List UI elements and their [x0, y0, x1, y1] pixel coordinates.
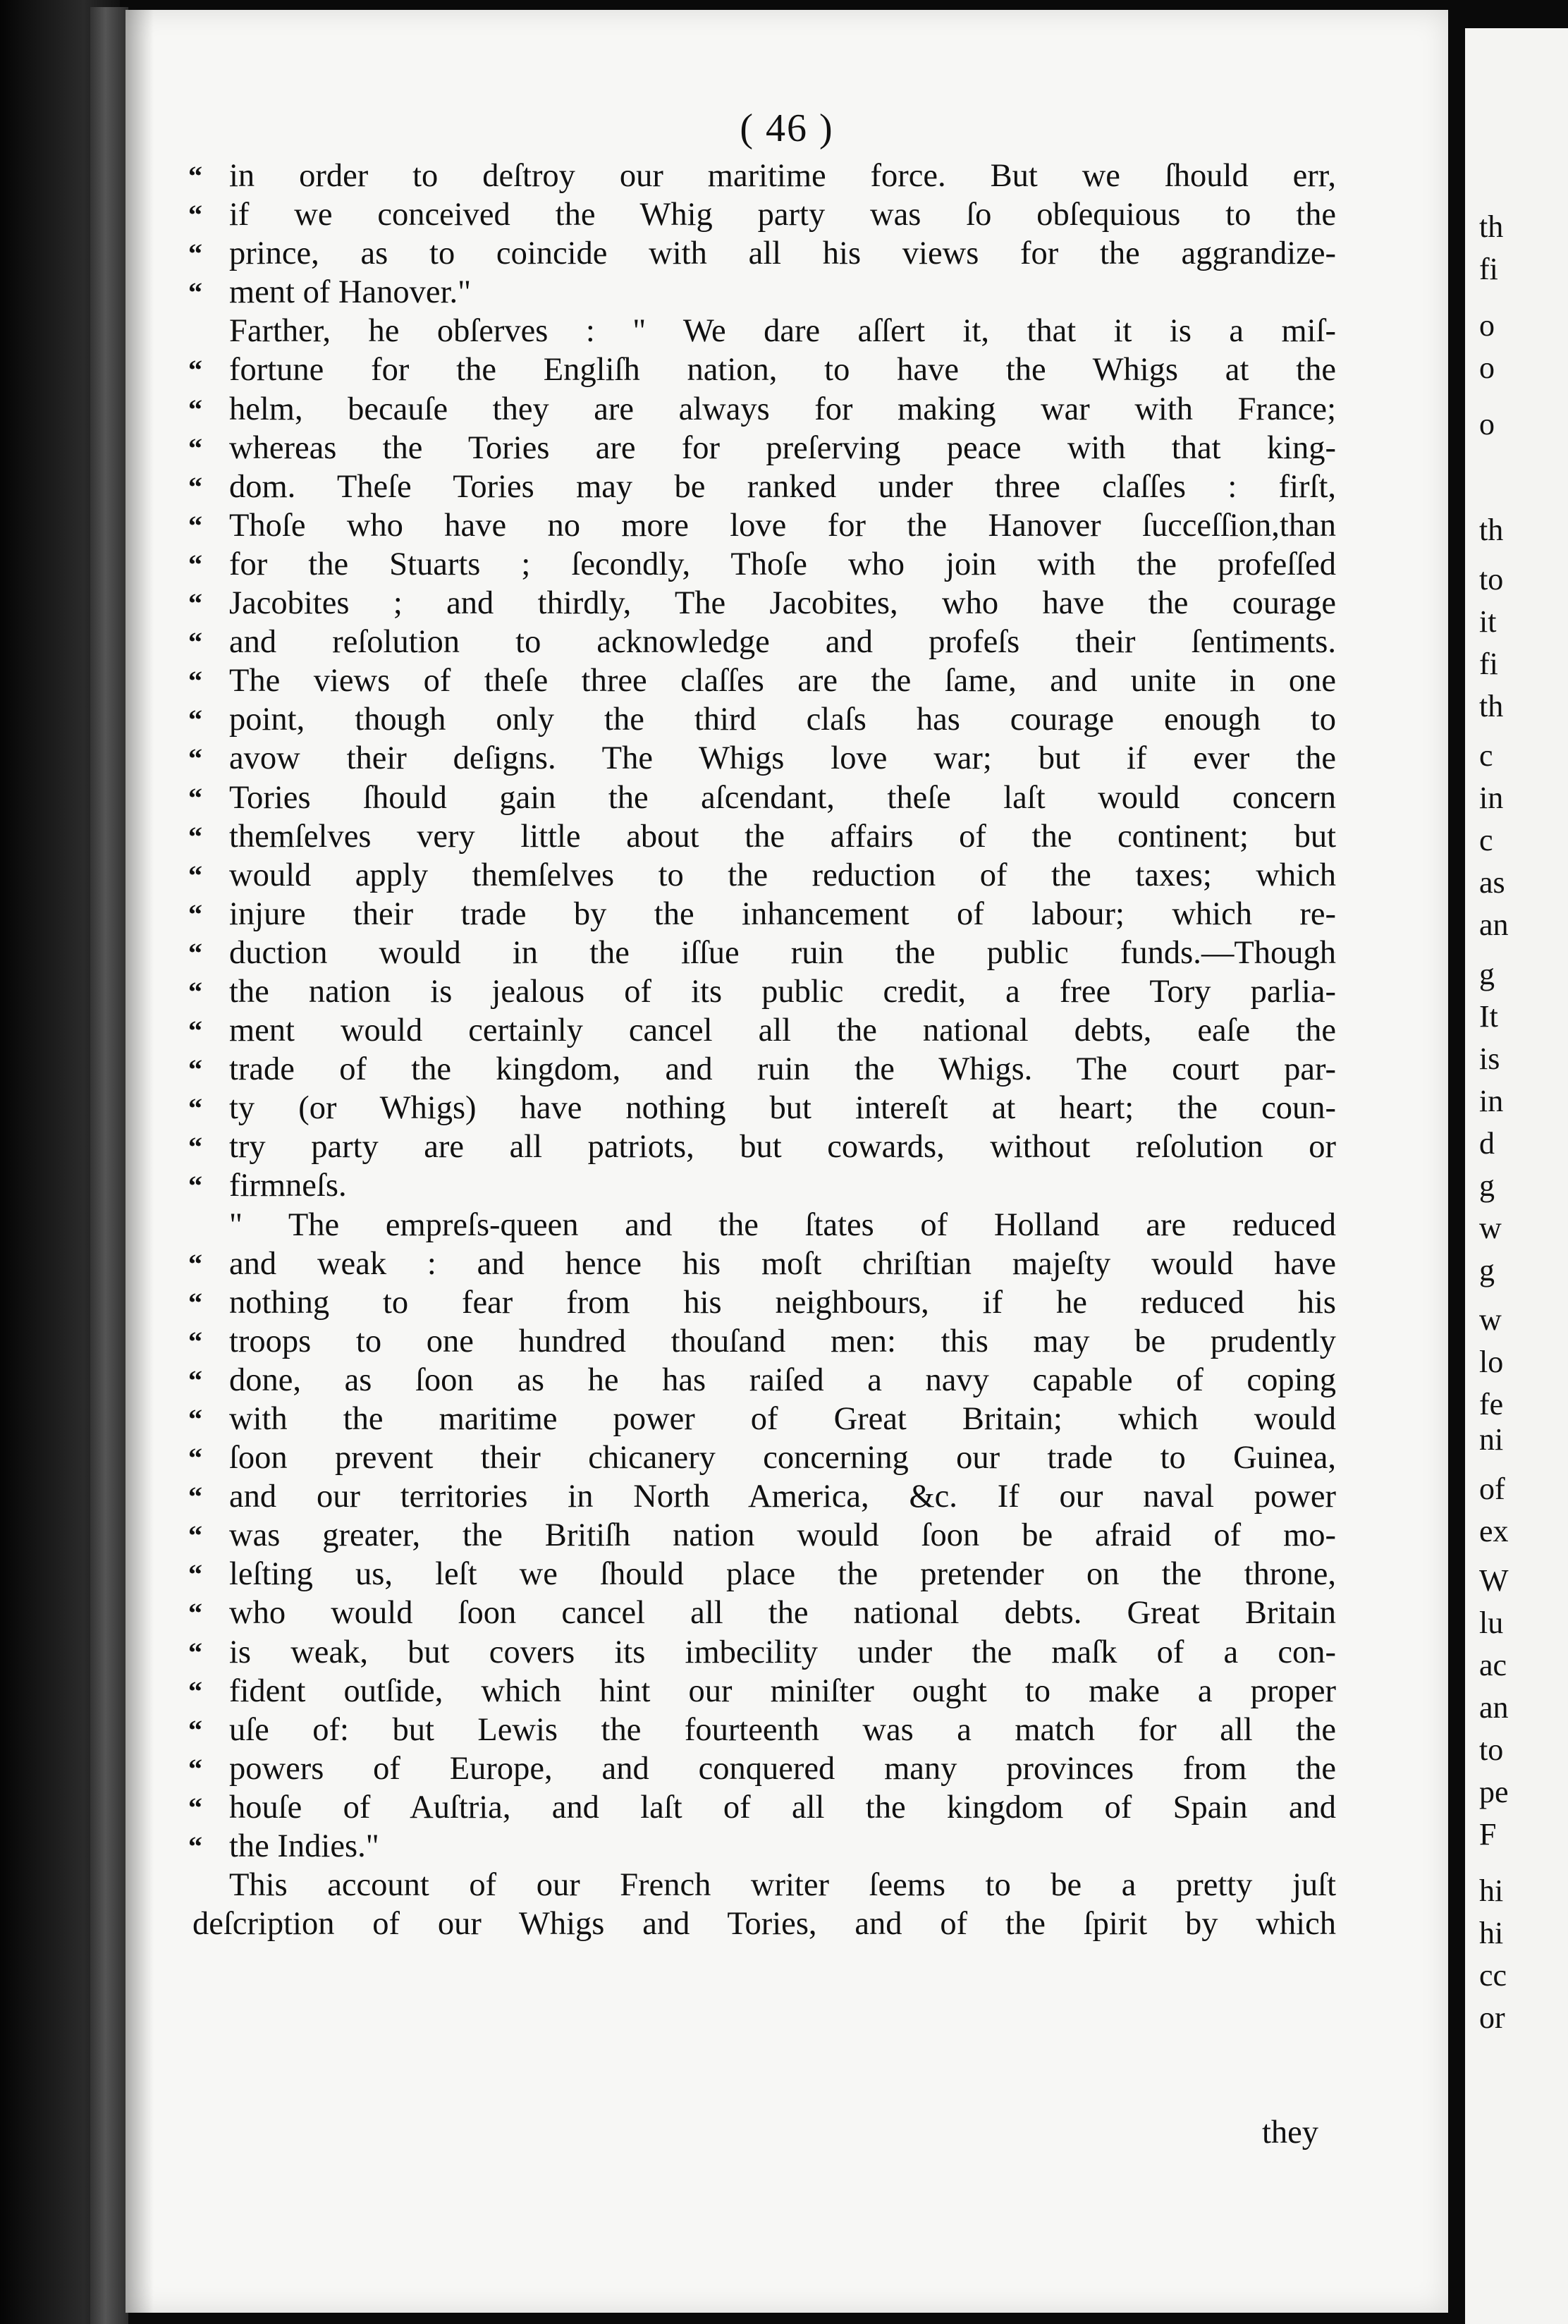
text-line — [188, 545, 1336, 584]
line-text: point, though only the third claſs has courage enough to — [229, 702, 1336, 738]
line-text: This account of our French writer ſeems to be a pretty juſt — [229, 1867, 1336, 1904]
text-line — [188, 1244, 1336, 1283]
facing-page-fragment: g — [1479, 1253, 1495, 1288]
quote-mark: “ — [188, 1636, 202, 1668]
text-line — [229, 312, 1336, 350]
text-line — [188, 1477, 1336, 1516]
line-text: and our territories in North America, &c. If our naval power — [229, 1479, 1336, 1515]
text-line — [188, 584, 1336, 623]
line-text: the nation is jealous of its public credit, a free Tory parlia- — [229, 973, 1336, 1010]
facing-page-fragment: pe — [1479, 1775, 1509, 1809]
quote-mark: “ — [188, 936, 202, 969]
text-line — [229, 1866, 1336, 1904]
text-line — [188, 350, 1336, 389]
quote-mark: “ — [188, 626, 202, 659]
line-text: Thoſe who have no more love for the Hanover ſucceſſion,than — [229, 507, 1336, 544]
line-text: prince, as to coincide with all his views for the aggrandize- — [229, 236, 1336, 272]
text-line — [188, 739, 1336, 778]
text-line — [188, 700, 1336, 739]
text-line — [188, 895, 1336, 934]
text-line — [188, 817, 1336, 856]
facing-page-fragment: w — [1479, 1302, 1502, 1337]
line-text: the Indies." — [229, 1828, 379, 1865]
facing-page-fragment: o — [1479, 308, 1495, 343]
text-line — [188, 934, 1336, 972]
quote-mark: “ — [188, 1442, 202, 1474]
line-text: ment of Hanover." — [229, 274, 472, 311]
line-text: fident outſide, which hint our miniſter ought to make a proper — [229, 1672, 1336, 1709]
page-gutter — [1448, 0, 1465, 2324]
line-text: firmneſs. — [229, 1168, 347, 1204]
quote-mark: “ — [188, 1675, 202, 1707]
facing-page-fragment: g — [1479, 1168, 1495, 1203]
text-line — [188, 1166, 1336, 1205]
text-line — [229, 1206, 1336, 1244]
facing-page-fragment: g — [1479, 957, 1495, 991]
quote-mark: “ — [188, 820, 202, 852]
line-text: who would ſoon cancel all the national debts. Great Britain — [229, 1595, 1336, 1632]
text-line — [188, 1127, 1336, 1166]
quote-mark: “ — [188, 509, 202, 542]
quote-mark: “ — [188, 1170, 202, 1202]
text-line — [188, 273, 1336, 312]
facing-page-fragment: as — [1479, 865, 1505, 900]
quote-mark: “ — [188, 1752, 202, 1785]
quote-mark: “ — [188, 1830, 202, 1863]
quote-mark: “ — [188, 1597, 202, 1629]
text-line — [188, 1011, 1336, 1050]
text-line — [188, 1050, 1336, 1089]
quote-mark: “ — [188, 1325, 202, 1357]
facing-page-fragment: th — [1479, 209, 1504, 244]
quote-mark: “ — [188, 548, 202, 580]
quote-mark: “ — [188, 975, 202, 1008]
facing-page-fragment: o — [1479, 350, 1495, 385]
line-text: fortune for the Engliſh nation, to have the Whigs at the — [229, 352, 1336, 389]
line-text: whereas the Tories are for preſerving peace with that king- — [229, 429, 1336, 466]
text-line — [188, 1400, 1336, 1438]
line-text: would apply themſelves to the reduction of the taxes; which — [229, 857, 1336, 893]
quote-mark: “ — [188, 1092, 202, 1125]
facing-page-fragment: It — [1479, 999, 1498, 1034]
line-text: helm, becauſe they are always for making war with France; — [229, 391, 1336, 427]
text-line — [188, 778, 1336, 817]
facing-page-fragment: hi — [1479, 1916, 1504, 1950]
facing-page-fragment: in — [1479, 781, 1504, 815]
text-line — [188, 1283, 1336, 1322]
quote-mark: “ — [188, 199, 202, 231]
quote-mark: “ — [188, 1403, 202, 1435]
text-line — [188, 1594, 1336, 1632]
text-line — [188, 506, 1336, 545]
text-line — [188, 1089, 1336, 1127]
line-text: houſe of Auſtria, and laſt of all the kingdom of Spain and — [229, 1789, 1336, 1825]
line-text: deſcription of our Whigs and Tories, and of the ſpirit by which — [192, 1906, 1336, 1943]
quote-mark: “ — [188, 1791, 202, 1823]
facing-page-fragment: of — [1479, 1472, 1505, 1506]
text-line — [188, 1749, 1336, 1788]
facing-page-fragment: o — [1479, 407, 1495, 441]
line-text: themſelves very little about the affairs of the continent; but — [229, 818, 1336, 855]
facing-page-fragment: an — [1479, 907, 1509, 942]
quote-mark: “ — [188, 470, 202, 503]
text-line — [188, 1633, 1336, 1672]
line-text: trade of the kingdom, and ruin the Whigs. The court par- — [229, 1051, 1336, 1088]
text-line — [188, 1711, 1336, 1749]
quote-mark: “ — [188, 704, 202, 736]
facing-page-fragment: c — [1479, 738, 1493, 773]
line-text: is weak, but covers its imbecility under the maſk of a con- — [229, 1634, 1336, 1670]
quote-mark: “ — [188, 587, 202, 620]
facing-page-fragment: c — [1479, 823, 1493, 857]
text-line — [188, 1361, 1336, 1400]
catchword: they — [1262, 2115, 1319, 2151]
text-line — [188, 390, 1336, 429]
text-line — [188, 1438, 1336, 1477]
line-text: Jacobites ; and thirdly, The Jacobites, who have the courage — [229, 585, 1336, 622]
line-text: done, as ſoon as he has raiſed a navy capable of coping — [229, 1362, 1336, 1398]
quote-mark: “ — [188, 742, 202, 775]
quote-mark: “ — [188, 1481, 202, 1513]
text-line — [188, 1516, 1336, 1555]
facing-page-fragment: cc — [1479, 1958, 1507, 1993]
facing-page-fragment: fe — [1479, 1387, 1504, 1421]
text-line — [188, 467, 1336, 506]
text-line — [188, 195, 1336, 234]
quote-mark: “ — [188, 354, 202, 386]
text-line — [188, 661, 1336, 700]
quote-mark: “ — [188, 238, 202, 270]
quote-mark: “ — [188, 1713, 202, 1746]
quote-mark: “ — [188, 665, 202, 697]
text-line — [188, 1322, 1336, 1361]
line-text: with the maritime power of Great Britain; which would — [229, 1401, 1336, 1437]
text-line — [188, 972, 1336, 1011]
facing-page-fragment: ac — [1479, 1648, 1507, 1682]
page-stack-edge — [90, 7, 128, 2324]
facing-page-fragment: w — [1479, 1211, 1502, 1245]
quote-mark: “ — [188, 859, 202, 891]
line-text: troops to one hundred thouſand men: this may be prudently — [229, 1323, 1336, 1359]
line-text: " The empreſs-queen and the ſtates of Holland are reduced — [229, 1206, 1336, 1243]
line-text: Tories ſhould gain the aſcendant, theſe laſt would concern — [229, 779, 1336, 816]
page-number: ( 46 ) — [740, 106, 834, 150]
line-text: in order to deſtroy our maritime force. But we ſhould err, — [229, 158, 1336, 194]
line-text: was greater, the Britiſh nation would ſoon be afraid of mo- — [229, 1517, 1336, 1554]
facing-page-fragment: to — [1479, 1732, 1504, 1767]
text-line — [188, 234, 1336, 273]
line-text: injure their trade by the inhancement of labour; which re- — [229, 895, 1336, 932]
quote-mark: “ — [188, 1247, 202, 1280]
facing-page-fragment: fi — [1479, 647, 1498, 681]
facing-page-edge — [1465, 28, 1568, 2324]
text-line — [188, 1672, 1336, 1711]
quote-mark: “ — [188, 781, 202, 814]
line-text: Farther, he obſerves : " We dare aſſert it, that it is a miſ- — [229, 313, 1336, 350]
facing-page-fragment: lo — [1479, 1345, 1504, 1379]
line-text: powers of Europe, and conquered many provinces from the — [229, 1750, 1336, 1787]
quote-mark: “ — [188, 1015, 202, 1047]
line-text: ment would certainly cancel all the national debts, eaſe the — [229, 1013, 1336, 1049]
facing-page-fragment: th — [1479, 513, 1504, 547]
facing-page-fragment: d — [1479, 1126, 1495, 1161]
quote-mark: “ — [188, 160, 202, 192]
line-text: if we conceived the Whig party was ſo obſequious to the — [229, 197, 1336, 233]
quote-mark: “ — [188, 1131, 202, 1163]
line-text: The views of theſe three claſſes are the ſame, and unite in one — [229, 663, 1336, 699]
body-text — [188, 157, 1336, 1943]
quote-mark: “ — [188, 1286, 202, 1319]
line-text: and reſolution to acknowledge and profeſs their ſentiments. — [229, 624, 1336, 661]
quote-mark: “ — [188, 1364, 202, 1396]
facing-page-fragment: an — [1479, 1690, 1509, 1725]
text-line — [188, 157, 1336, 195]
facing-page-fragment: is — [1479, 1041, 1500, 1076]
quote-mark: “ — [188, 1558, 202, 1591]
text-line — [188, 1827, 1336, 1866]
line-text: duction would in the iſſue ruin the public funds.—Though — [229, 934, 1336, 971]
line-text: ſoon prevent their chicanery concerning our trade to Guinea, — [229, 1440, 1336, 1476]
text-line — [188, 1555, 1336, 1594]
facing-page-fragment: lu — [1479, 1606, 1504, 1640]
text-line — [188, 623, 1336, 661]
quote-mark: “ — [188, 393, 202, 425]
facing-page-fragment: hi — [1479, 1873, 1504, 1908]
facing-page-fragment: ni — [1479, 1422, 1504, 1457]
quote-mark: “ — [188, 432, 202, 464]
facing-page-fragment: F — [1479, 1817, 1497, 1852]
text-line — [188, 856, 1336, 895]
line-text: ty (or Whigs) have nothing but intereſt at heart; the coun- — [229, 1090, 1336, 1127]
quote-mark: “ — [188, 898, 202, 930]
facing-page-fragment: W — [1479, 1563, 1509, 1598]
quote-mark: “ — [188, 1519, 202, 1552]
facing-page-fragment: fi — [1479, 252, 1498, 286]
line-text: for the Stuarts ; ſecondly, Thoſe who join with the profeſſed — [229, 546, 1336, 582]
text-line — [188, 1788, 1336, 1827]
text-line — [188, 429, 1336, 467]
quote-mark: “ — [188, 1053, 202, 1086]
text-line — [192, 1904, 1336, 1943]
quote-mark: “ — [188, 276, 202, 309]
facing-page-fragment: th — [1479, 689, 1504, 723]
line-text: and weak : and hence his moſt chriſtian majeſty would have — [229, 1245, 1336, 1282]
facing-page-fragment: or — [1479, 2000, 1505, 2035]
facing-page-fragment: it — [1479, 604, 1497, 639]
facing-page-fragment: in — [1479, 1084, 1504, 1118]
line-text: avow their deſigns. The Whigs love war; but if ever the — [229, 740, 1336, 777]
line-text: try party are all patriots, but cowards, without reſolution or — [229, 1129, 1336, 1166]
line-text: nothing to fear from his neighbours, if he reduced his — [229, 1284, 1336, 1321]
facing-page-fragment: ex — [1479, 1514, 1509, 1548]
facing-page-fragment: to — [1479, 562, 1504, 597]
line-text: uſe of: but Lewis the fourteenth was a match for all the — [229, 1711, 1336, 1748]
line-text: dom. Theſe Tories may be ranked under three claſſes : firſt, — [229, 468, 1336, 505]
line-text: leſting us, leſt we ſhould place the pretender on the throne, — [229, 1556, 1336, 1593]
